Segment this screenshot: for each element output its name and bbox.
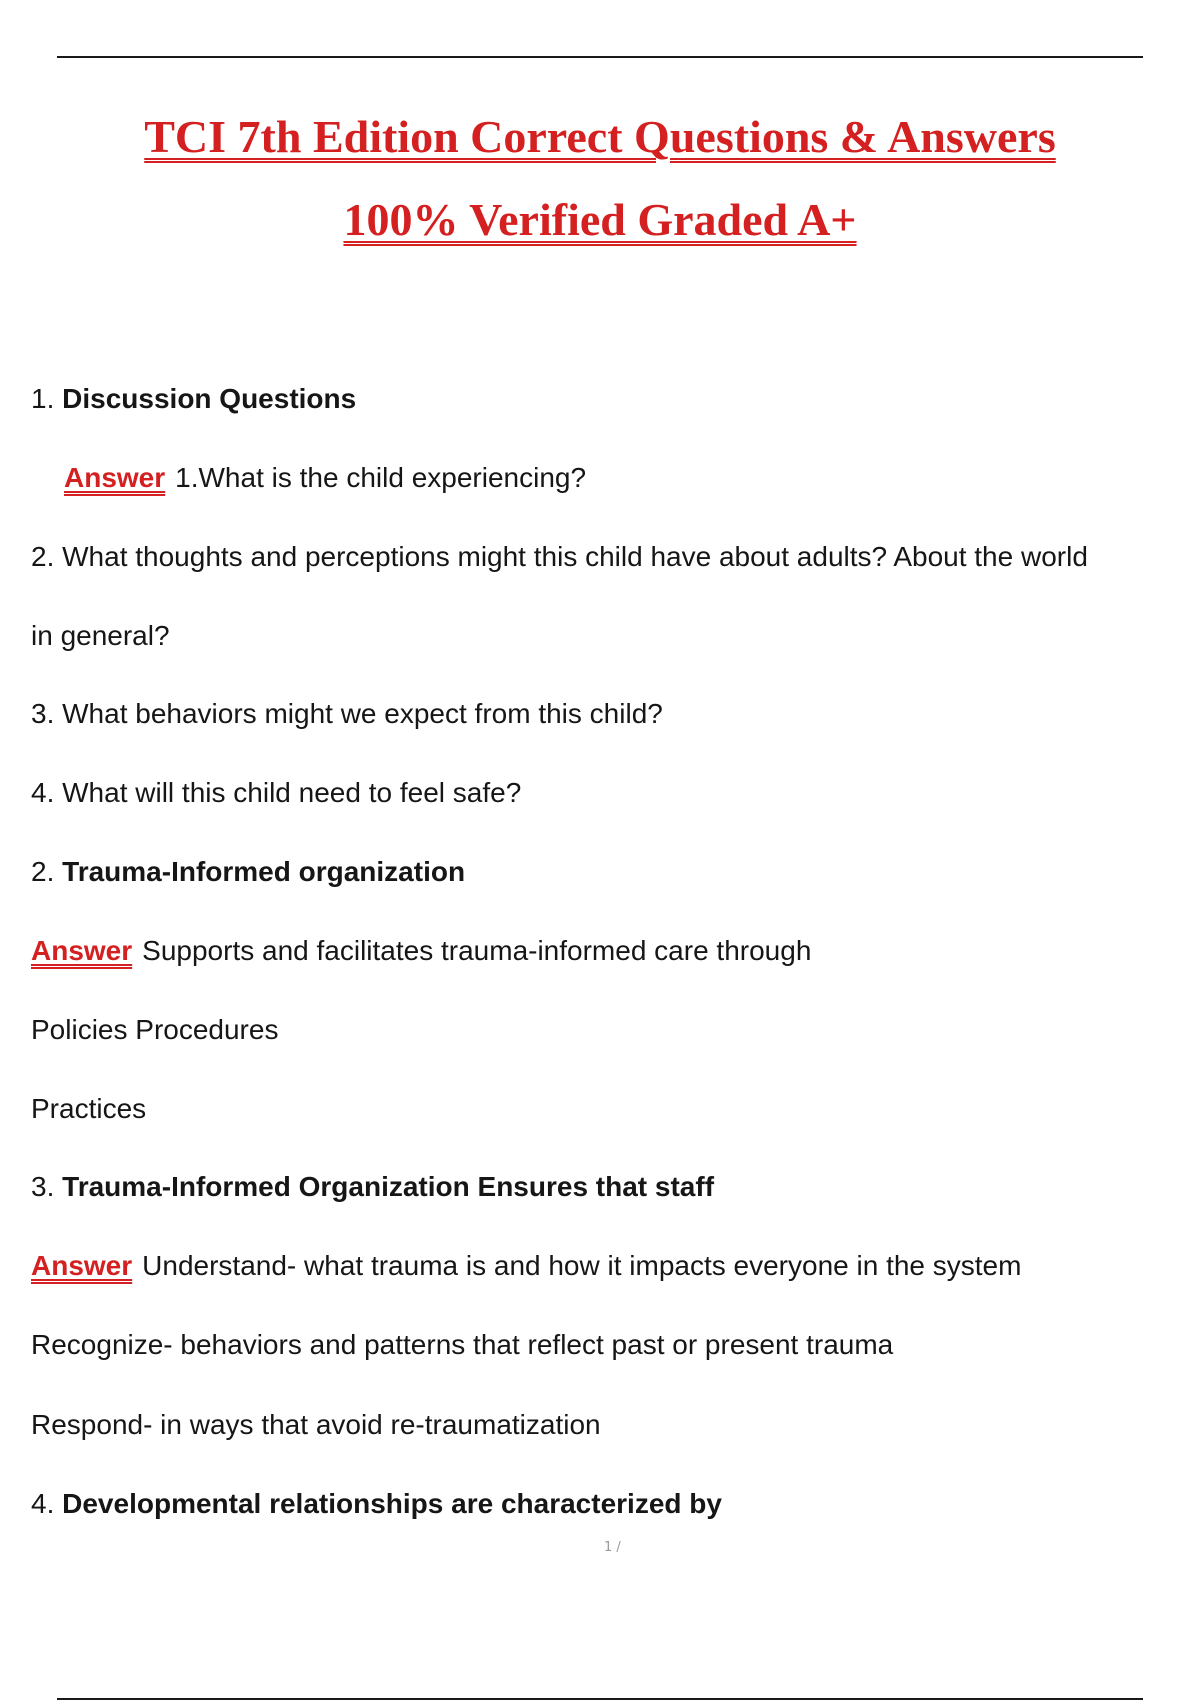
question-label: Developmental relationships are characterized by xyxy=(62,1488,722,1519)
answer-text: Supports and facilitates trauma-informed care through xyxy=(142,935,812,966)
answer-label: Answer xyxy=(64,462,166,493)
document-subtitle: 100% Verified Graded A+ xyxy=(343,194,857,245)
answer-3-line-3: Respond- in ways that avoid re-traumatization xyxy=(31,1409,601,1440)
question-3 xyxy=(31,1170,714,1204)
answer-3-line-2: Recognize- behaviors and patterns that reflect past or present trauma xyxy=(31,1329,894,1360)
document-title: TCI 7th Edition Correct Questions & Answers xyxy=(144,111,1056,162)
question-label: Trauma-Informed Organization Ensures that staff xyxy=(62,1171,715,1202)
question-label: Discussion Questions xyxy=(62,383,357,414)
question-number: 2. xyxy=(31,856,55,887)
answer-1-line-2b: in general? xyxy=(31,620,170,651)
top-rule xyxy=(57,56,1143,58)
answer-2-line-3: Practices xyxy=(31,1093,147,1124)
answer-label: Answer xyxy=(31,935,133,966)
answer-1-line-3: 3. What behaviors might we expect from this child? xyxy=(31,698,663,729)
answer-1-line-2a: 2. What thoughts and perceptions might this child have about adults? About the world xyxy=(31,541,1088,572)
answer-3 xyxy=(31,1249,1021,1283)
answer-2 xyxy=(31,934,811,968)
page-number: 1 / xyxy=(604,1540,621,1555)
question-4 xyxy=(31,1487,722,1521)
answer-1 xyxy=(64,461,586,495)
question-1 xyxy=(31,382,356,416)
question-label: Trauma-Informed organization xyxy=(62,856,466,887)
answer-text: 1.What is the child experiencing? xyxy=(175,462,587,493)
question-number: 3. xyxy=(31,1171,55,1202)
answer-label: Answer xyxy=(31,1250,133,1281)
answer-2-line-2: Policies Procedures xyxy=(31,1014,279,1045)
answer-1-line-4: 4. What will this child need to feel safe? xyxy=(31,777,522,808)
answer-text: Understand- what trauma is and how it impacts everyone in the system xyxy=(142,1250,1022,1281)
question-number: 1. xyxy=(31,383,55,414)
question-number: 4. xyxy=(31,1488,55,1519)
question-2 xyxy=(31,855,465,889)
